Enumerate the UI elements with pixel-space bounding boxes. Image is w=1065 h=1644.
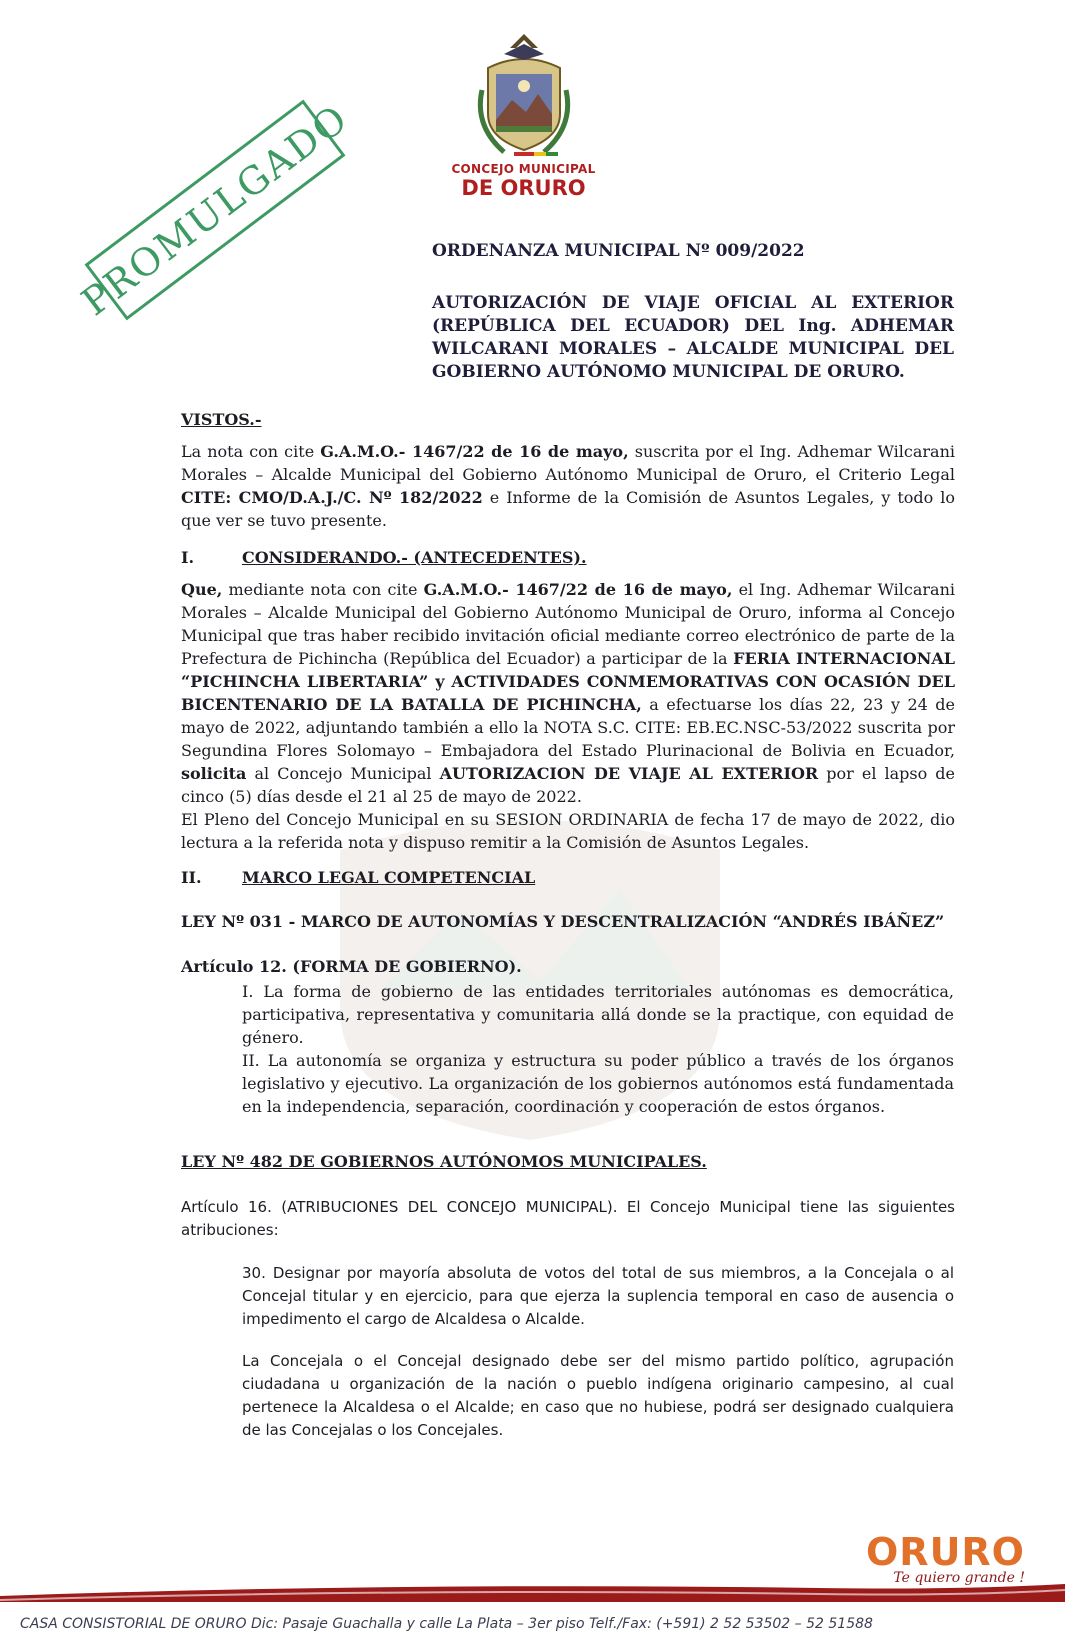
vistos-text-1: La nota con cite xyxy=(181,442,321,461)
marco-legal-heading: MARCO LEGAL COMPETENCIAL xyxy=(242,868,536,887)
articulo-16-item-30: 30. Designar por mayoría absoluta de votos del total de sus miembros, a la Concejala o al Concejal titular y en ejercicio, para que ejerza la suplencia temporal en caso de ausencia o impedimento el cargo de Alcaldesa o Alcalde. xyxy=(242,1264,954,1328)
stamp-text: PROMULGADO xyxy=(73,95,357,325)
coat-of-arms-icon xyxy=(474,30,574,162)
considerando-text-2: el Ing. Adhemar Wilcarani Morales – Alcalde Municipal del Gobierno Autónomo Municipal de Oruro, informa al Concejo Municipal que tras haber recibido invitación oficial mediante correo electrónico de parte de la Prefectura de Pichincha (República del Ecuador) a participar de la xyxy=(181,580,956,668)
articulo-16-item-30-b: La Concejala o el Concejal designado debe ser del mismo partido político, agrupación ciudadana u organización de la nación o pueblo indígena originario campesino, al cual pertenece la Alcaldesa o el Alcalde; en caso que no hubiese, podrá ser designado cualquiera de las Concejalas o los Concejales. xyxy=(242,1352,954,1439)
considerando-cite: G.A.M.O.- 1467/22 de 16 de mayo, xyxy=(423,580,733,599)
articulo-12-heading: Artículo 12. (FORMA DE GOBIERNO). xyxy=(181,957,522,976)
considerando-text-3: a efectuarse los días 22, 23 y 24 de mayo de 2022, adjuntando también a ello la NOTA S.C. CITE: EB.EC.NSC-53/2022 suscrita por Segundina Flores Solomayo – Embajadora del Estado Plurinacional de Bolivia en Ecuador, xyxy=(181,695,955,760)
promulgado-stamp xyxy=(73,95,357,325)
considerando-solicita: solicita xyxy=(181,764,247,783)
vistos-criterio: CITE: CMO/D.A.J./C. Nº 182/2022 xyxy=(181,488,483,507)
logo-text-line2: DE ORURO xyxy=(461,176,586,200)
footer-swoosh-icon xyxy=(0,1578,1065,1602)
considerando-text-4: al Concejo Municipal xyxy=(246,764,440,783)
vistos-heading: VISTOS.- xyxy=(181,410,262,429)
vistos-paragraph xyxy=(181,440,955,532)
footer-address: CASA CONSISTORIAL DE ORURO Dic: Pasaje Guachalla y calle La Plata – 3er piso Telf./Fax: (+591) 2 52 53502 – 52 51588 xyxy=(20,1616,873,1632)
considerando-heading: CONSIDERANDO.- (ANTECEDENTES). xyxy=(242,548,587,567)
ley-031-heading: LEY Nº 031 - MARCO DE AUTONOMÍAS Y DESCENTRALIZACIÓN “ANDRÉS IBÁÑEZ” xyxy=(181,912,945,931)
section-numeral-ii: II. xyxy=(181,868,202,887)
considerando-text-1: mediante nota con cite xyxy=(222,580,424,599)
considerando-event: FERIA INTERNACIONAL “PICHINCHA LIBERTARIA” y ACTIVIDADES CONMEMORATIVAS CON OCASIÓN DEL BICENTENARIO DE LA BATALLA DE PICHINCHA, xyxy=(181,649,955,714)
council-logo xyxy=(436,30,611,200)
considerando-que: Que, xyxy=(181,580,223,599)
ley-482-heading: LEY Nº 482 DE GOBIERNOS AUTÓNOMOS MUNICIPALES. xyxy=(181,1152,707,1171)
logo-text-line1: CONCEJO MUNICIPAL xyxy=(451,162,596,176)
ordinance-subject: AUTORIZACIÓN DE VIAJE OFICIAL AL EXTERIOR (REPÚBLICA DEL ECUADOR) DEL Ing. ADHEMAR WILCARANI MORALES – ALCALDE MUNICIPAL DEL GOBIERNO AUTÓNOMO MUNICIPAL DE ORURO. xyxy=(432,293,954,382)
section-numeral-i: I. xyxy=(181,548,195,567)
considerando-paragraph-2: El Pleno del Concejo Municipal en su SESION ORDINARIA de fecha 17 de mayo de 2022, dio lectura a la referida nota y dispuso remitir a la Comisión de Asuntos Legales. xyxy=(181,810,955,852)
vistos-text-2: suscrita por el Ing. Adhemar Wilcarani Morales – Alcalde Municipal del Gobierno Autónomo Municipal de Oruro, el Criterio Legal xyxy=(181,442,956,484)
considerando-paragraph xyxy=(181,578,955,808)
vistos-cite: G.A.M.O.- 1467/22 de 16 de mayo, xyxy=(320,442,629,461)
considerando-autorizacion: AUTORIZACION DE VIAJE AL EXTERIOR xyxy=(439,764,819,783)
vistos-text-3: e Informe de la Comisión de Asuntos Legales, y todo lo que ver se tuvo presente. xyxy=(181,488,956,530)
considerando-text-5: por el lapso de cinco (5) días desde el 21 al 25 de mayo de 2022. xyxy=(181,764,956,806)
articulo-16-paragraph: Artículo 16. (ATRIBUCIONES DEL CONCEJO MUNICIPAL). El Concejo Municipal tiene las siguientes atribuciones: xyxy=(181,1198,955,1239)
articulo-12-paragraph-i: I. La forma de gobierno de las entidades territoriales autónomas es democrática, participativa, representativa y comunitaria allá donde se la practique, con equidad de género. xyxy=(242,982,954,1047)
brand-tagline: Te quiero grande ! xyxy=(893,1570,1025,1586)
articulo-12-paragraph-ii: II. La autonomía se organiza y estructura su poder público a través de los órganos legislativo y ejecutivo. La organización de los gobiernos autónomos está fundamentada en la independencia, separación, coordinación y cooperación de estos órganos. xyxy=(242,1051,954,1116)
brand-name: ORURO xyxy=(866,1530,1025,1574)
ordinance-title: ORDENANZA MUNICIPAL Nº 009/2022 xyxy=(432,241,805,261)
